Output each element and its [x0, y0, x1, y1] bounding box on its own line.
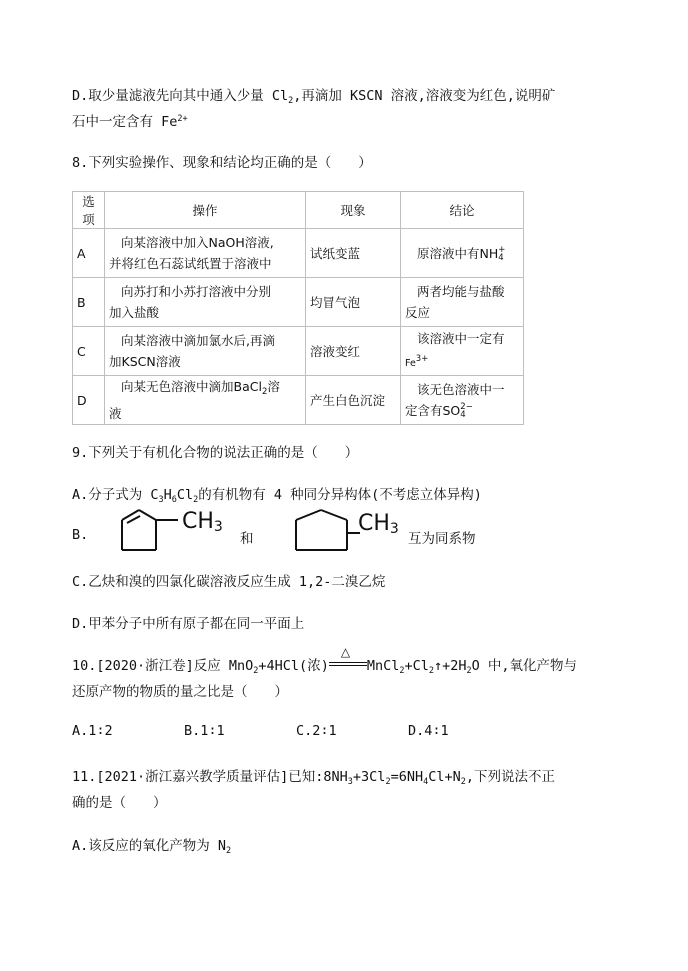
- q9-option-d: D.甲苯分子中所有原子都在同一平面上: [72, 616, 305, 632]
- q9-option-a: A.分子式为 $C_3H_6Cl_2$的有机物有 4 种同分异构体(不考虑立体异构): [72, 487, 482, 505]
- header-phenomenon: 现象: [306, 192, 401, 229]
- q7-option-d-line1: D.取少量滤液先向其中通入少量 $Cl_2$,再滴加 KSCN 溶液,溶液变为红色,说明矿: [72, 88, 556, 106]
- q9-option-c: C.乙炔和溴的四氯化碳溶液反应生成 1,2-二溴乙烷: [72, 574, 386, 590]
- q10-option-b: B.1∶1: [184, 723, 225, 739]
- q10-option-a: A.1∶2: [72, 723, 113, 739]
- header-conclusion: 结论: [401, 192, 524, 229]
- header-option: 选项: [73, 192, 105, 229]
- ring-bond: [139, 510, 156, 520]
- q9-option-b-label: B.: [72, 527, 89, 543]
- ring-bond: [321, 510, 347, 520]
- q10-line2: 还原产物的物质的量之比是（ ）: [72, 684, 288, 700]
- table-header-row: [73, 192, 524, 229]
- methyl-label: $CH_3$: [358, 511, 399, 537]
- q10-option-d: D.4∶1: [408, 723, 449, 739]
- q9-and: 和: [240, 531, 254, 547]
- q11-line1: 11.[2021·浙江嘉兴教学质量评估]已知$:8NH_3+3Cl_2=6NH_4Cl+N_2$,下列说法不正: [72, 769, 555, 787]
- table-row: A 向某溶液中加入NaOH溶液, 并将红色石蕊试纸置于溶液中 试纸变蓝 原溶液中有NH+ 4: [73, 229, 524, 278]
- q10-line1: 10.[2020·浙江卷]反应 MnO$_2$+4HCl(浓) △ $MnCl_2+Cl_2↑+2H_2O$ 中,氧化产物与: [72, 645, 578, 676]
- q9-option-b-tail: 互为同系物: [408, 531, 476, 547]
- q8-stem: 8.下列实验操作、现象和结论均正确的是（ ）: [72, 155, 372, 171]
- cyclopentene-structure: [118, 508, 190, 552]
- q11-option-a: A.该反应的氧化产物为 $N_2$: [72, 838, 232, 856]
- ring-bond: [296, 510, 321, 520]
- methyl-label: $CH_3$: [182, 509, 223, 535]
- q10-option-c: C.2∶1: [296, 723, 337, 739]
- table-row: D 向某无色溶液中滴加BaCl$_2$溶 液 产生白色沉淀 该无色溶液中一 定含有SO2− 4: [73, 376, 524, 425]
- q8-table: [72, 191, 524, 425]
- table-row: C 向某溶液中滴加氯水后,再滴 加KSCN溶液 溶液变红 该溶液中一定有 $Fe^{3+}$: [73, 327, 524, 376]
- q7-option-d-line2: 石中一定含有 $Fe^{2+}$: [72, 114, 188, 130]
- table-row: B 向苏打和小苏打溶液中分别 加入盐酸 均冒气泡 两者均能与盐酸 反应: [73, 278, 524, 327]
- q9-stem: 9.下列关于有机化合物的说法正确的是（ ）: [72, 445, 359, 461]
- heating-condition-arrow: △: [329, 660, 367, 670]
- cyclopentane-structure: [292, 508, 364, 552]
- q11-line2: 确的是（ ）: [72, 795, 167, 811]
- header-operation: 操作: [105, 192, 306, 229]
